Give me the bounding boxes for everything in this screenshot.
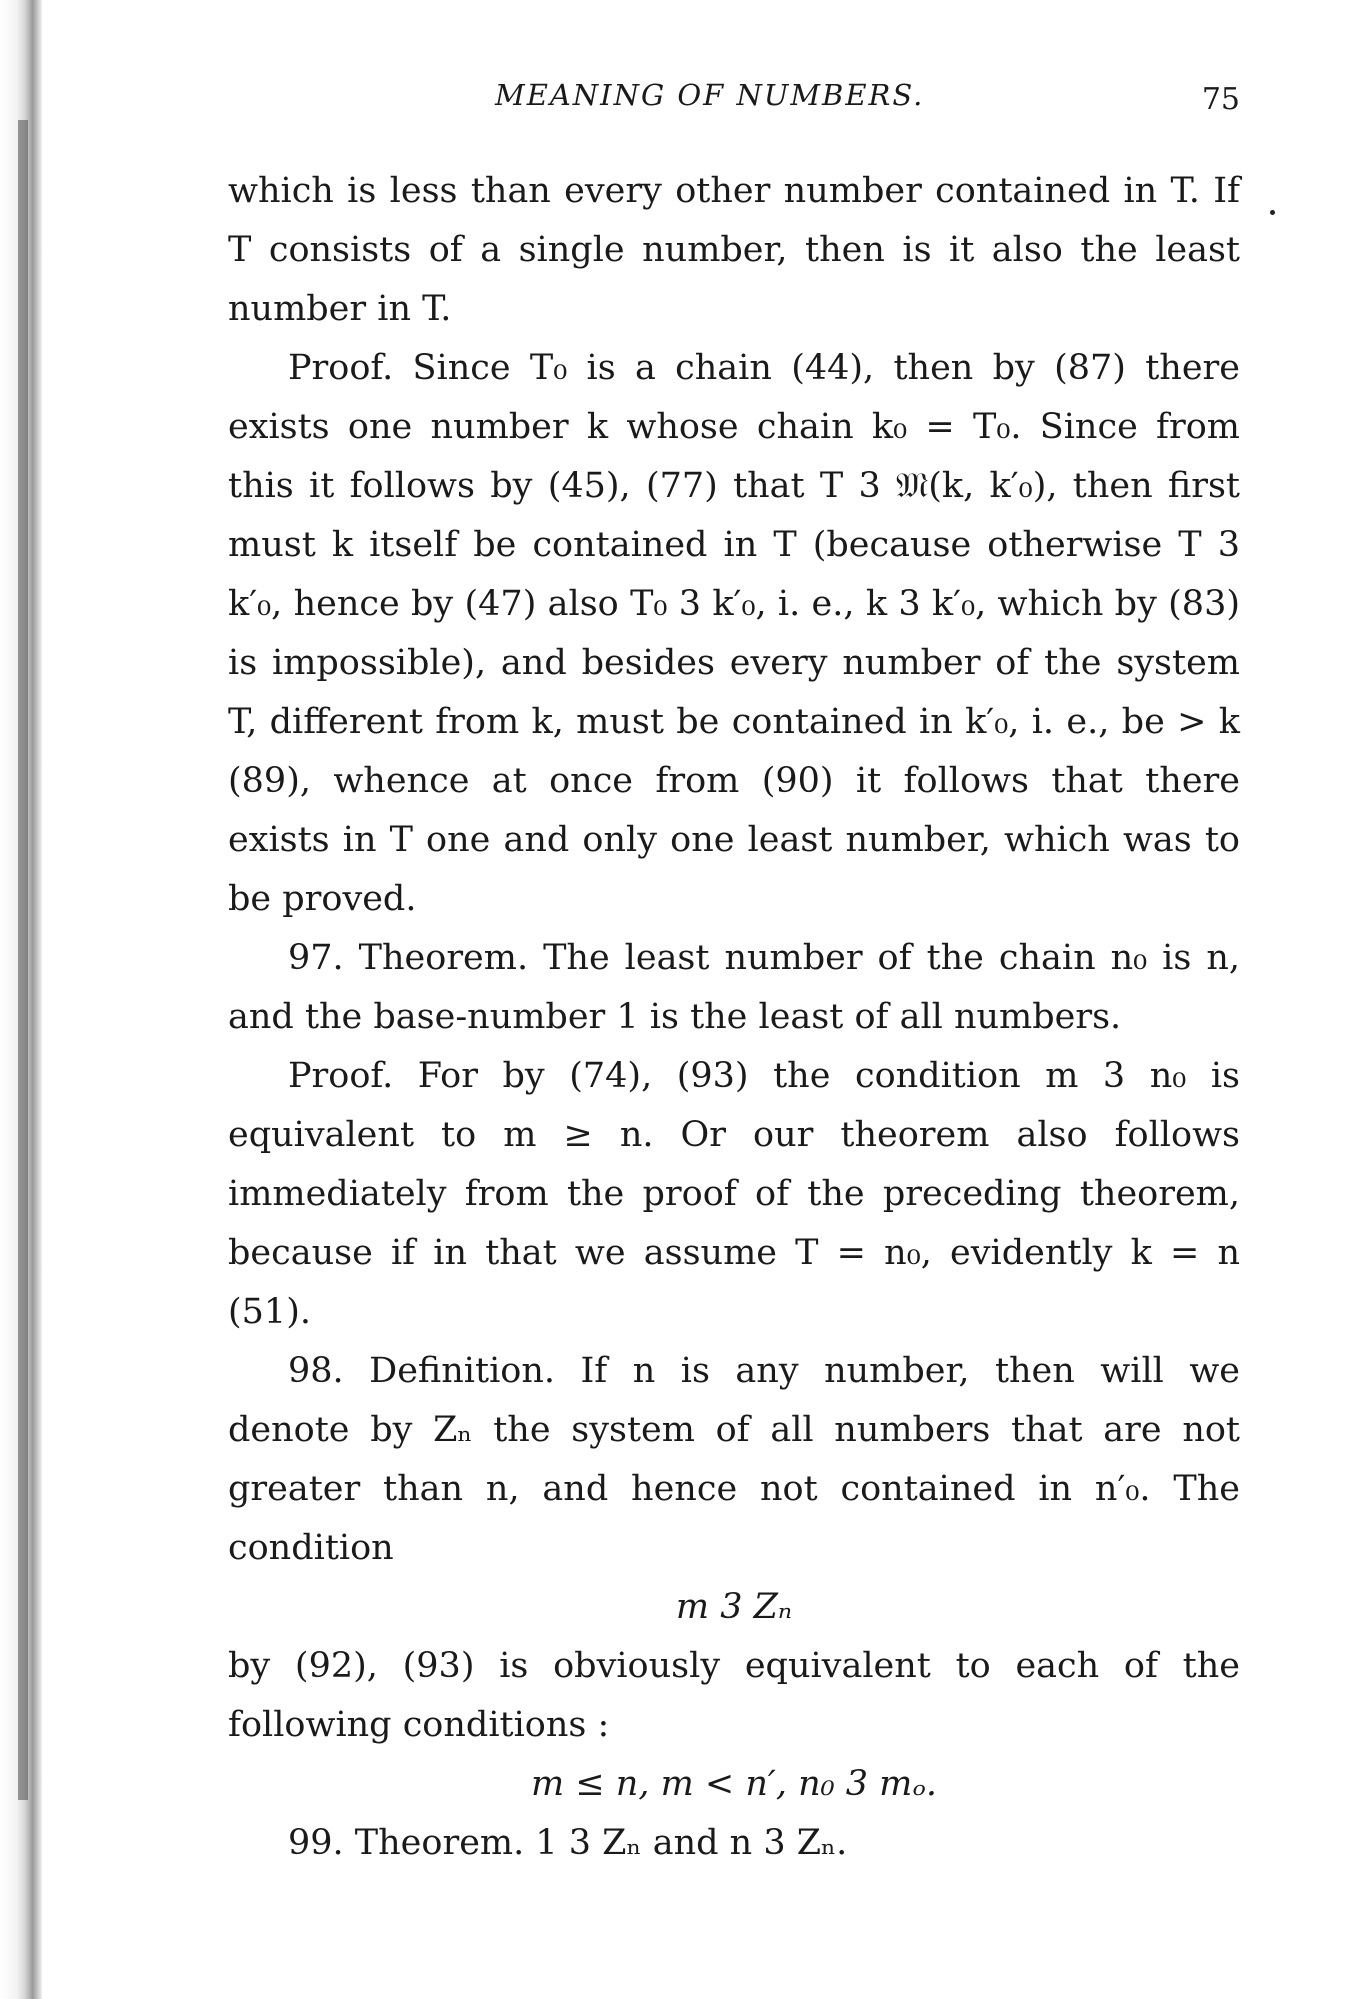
paragraph-theorem-99: 99. Theorem. 1 3 Zₙ and n 3 Zₙ. xyxy=(288,1823,848,1863)
paragraph-definition-98: 98. Definition. If n is any number, then will we denote by Zₙ the system of all numbers that are not greater than n, and hence not contained in n′₀. The condition xyxy=(228,1351,1240,1568)
formula-m-in-zn: m 3 Zₙ xyxy=(675,1587,793,1627)
book-spine-binding xyxy=(18,120,28,1800)
paragraph-proof-96: Proof. Since T₀ is a chain (44), then by (87) there exists one number k whose chain k₀ = T₀. Since from this it follows by (45), (77) that T 3 𝔐(k, k′₀), then first must k itself be contained in T (because otherwise T 3 k′₀, hence by (47) also T₀ 3 k′₀, i. e., k 3 k′₀, which by (83) is impossible), and besides every number of the system T, different from k, must be contained in k′₀, i. e., be > k (89), whence at once from (90) it follows that there exists in T one and only one least number, which was to be proved. xyxy=(228,348,1240,919)
paragraph-continuation: which is less than every other number contained in T. If T consists of a single number, then is it also the least number in T. xyxy=(228,171,1240,329)
paragraph-theorem-97: 97. Theorem. The least number of the chain n₀ is n, and the base-number 1 is the least of all numbers. xyxy=(228,938,1240,1037)
running-head: MEANING OF NUMBERS. xyxy=(495,78,925,112)
paragraph-proof-97: Proof. For by (74), (93) the condition m 3 n₀ is equivalent to m ≥ n. Or our theorem also follows immediately from the proof of the preceding theorem, because if in that we assume T = n₀, evidently k = n (51). xyxy=(228,1056,1240,1332)
page-header xyxy=(230,78,1240,128)
formula-conditions: m ≤ n, m < n′, n₀ 3 mₒ. xyxy=(531,1764,937,1804)
paragraph-conditions: by (92), (93) is obviously equivalent to each of the following conditions : xyxy=(228,1646,1240,1745)
page-body xyxy=(228,162,1240,1873)
stray-mark xyxy=(1270,210,1275,215)
page-number: 75 xyxy=(1201,82,1240,117)
